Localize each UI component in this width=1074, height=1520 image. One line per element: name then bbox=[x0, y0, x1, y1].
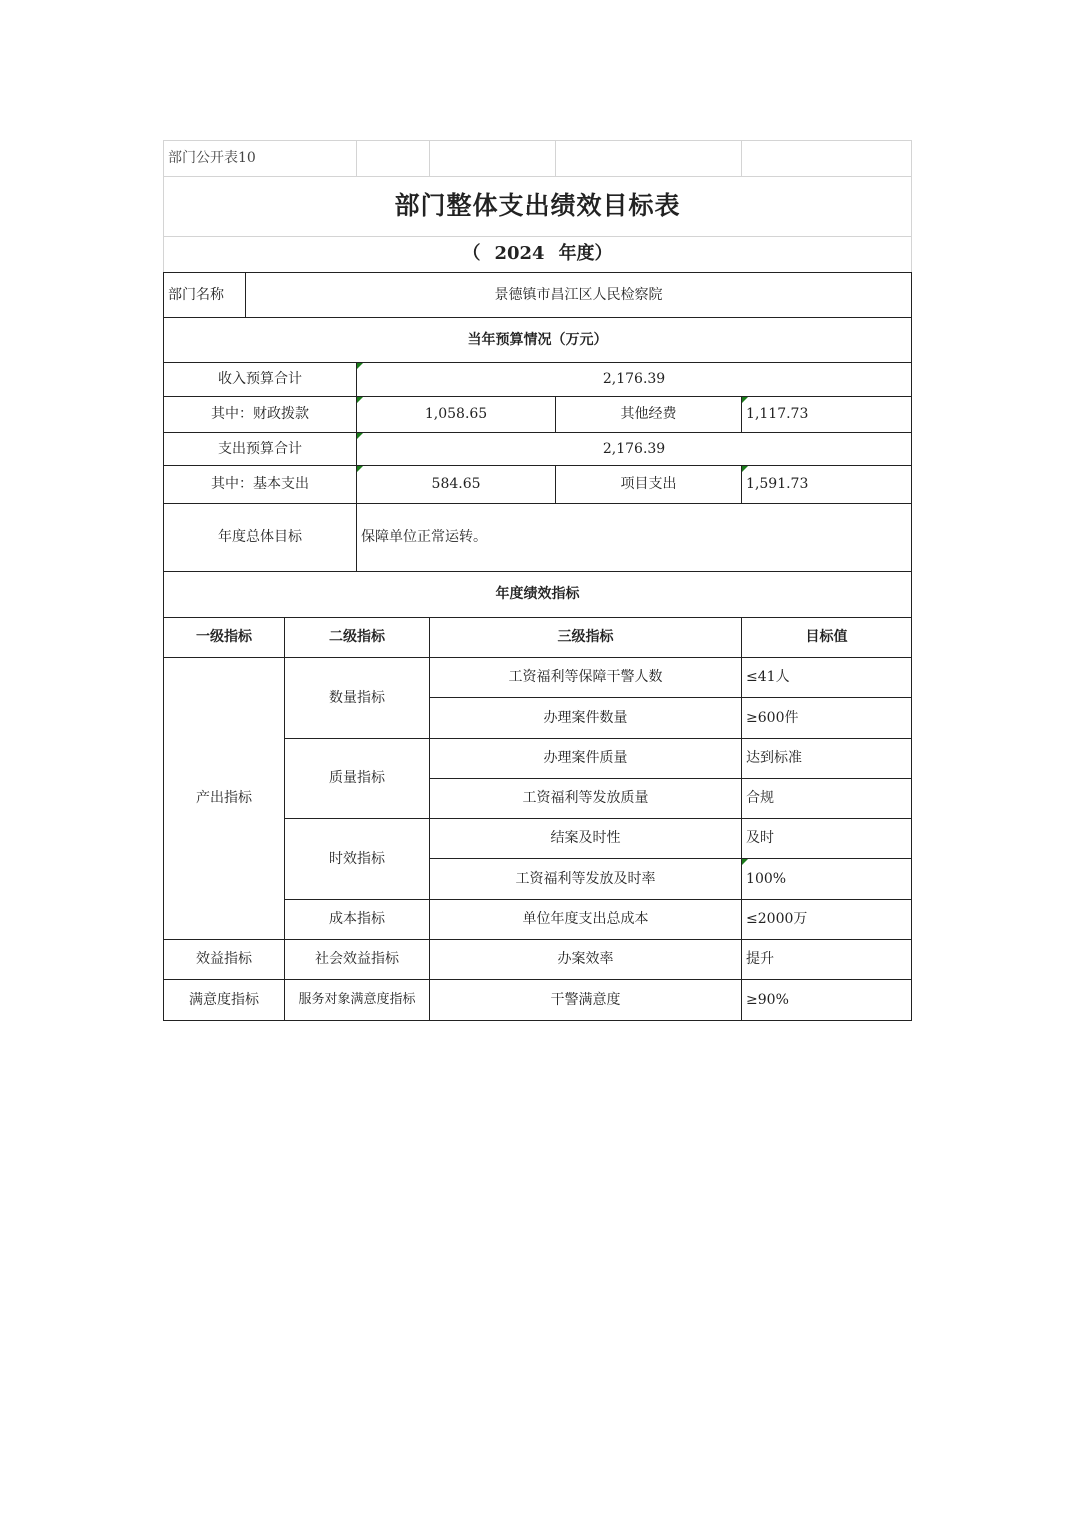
indicator-name: 工资福利等发放及时率 bbox=[430, 859, 742, 900]
cost-indicator: 成本指标 bbox=[285, 900, 430, 940]
dept-name: 景德镇市昌江区人民检察院 bbox=[246, 273, 912, 318]
indicator-value: 合规 bbox=[742, 779, 912, 819]
indicator-value: 达到标准 bbox=[742, 739, 912, 779]
satisfaction-indicator: 满意度指标 bbox=[164, 980, 285, 1021]
quality-indicator: 质量指标 bbox=[285, 739, 430, 819]
annual-goal-text: 保障单位正常运转。 bbox=[357, 504, 912, 572]
indicator-name: 办理案件数量 bbox=[430, 698, 742, 739]
performance-target-table bbox=[163, 140, 912, 1021]
table-row bbox=[164, 658, 912, 698]
project-expense-value: 1,591.73 bbox=[742, 466, 912, 504]
performance-target-sheet bbox=[163, 140, 911, 1021]
indicator-name: 工资福利等保障干警人数 bbox=[430, 658, 742, 698]
indicator-name: 单位年度支出总成本 bbox=[430, 900, 742, 940]
indicator-name: 办理案件质量 bbox=[430, 739, 742, 779]
empty-cell bbox=[430, 141, 556, 177]
year-value: 2024 bbox=[494, 243, 545, 265]
year-suffix: 年度） bbox=[558, 243, 613, 265]
budget-section-header: 当年预算情况（万元） bbox=[164, 318, 912, 363]
income-total-label: 收入预算合计 bbox=[164, 363, 357, 397]
benefit-indicator: 效益指标 bbox=[164, 940, 285, 980]
indicator-value: ≤2000万 bbox=[742, 900, 912, 940]
table-row bbox=[164, 940, 912, 980]
quantity-indicator: 数量指标 bbox=[285, 658, 430, 739]
other-funds-value: 1,117.73 bbox=[742, 397, 912, 433]
output-indicator: 产出指标 bbox=[164, 658, 285, 940]
dept-label: 部门名称 bbox=[164, 273, 246, 318]
indicator-value: ≥90% bbox=[742, 980, 912, 1021]
fiscal-appropriation-label: 其中：财政拨款 bbox=[164, 397, 357, 433]
social-benefit-indicator: 社会效益指标 bbox=[285, 940, 430, 980]
expense-total-value: 2,176.39 bbox=[357, 433, 912, 466]
header-level3: 三级指标 bbox=[430, 618, 742, 658]
indicator-name: 办案效率 bbox=[430, 940, 742, 980]
header-level2: 二级指标 bbox=[285, 618, 430, 658]
basic-expense-label: 其中：基本支出 bbox=[164, 466, 357, 504]
indicator-name: 结案及时性 bbox=[430, 819, 742, 859]
timeliness-indicator: 时效指标 bbox=[285, 819, 430, 900]
basic-expense-value: 584.65 bbox=[357, 466, 556, 504]
year-open: （ bbox=[462, 243, 481, 265]
other-funds-label: 其他经费 bbox=[556, 397, 742, 433]
indicator-value: 提升 bbox=[742, 940, 912, 980]
fiscal-appropriation-value: 1,058.65 bbox=[357, 397, 556, 433]
project-expense-label: 项目支出 bbox=[556, 466, 742, 504]
indicator-section-header: 年度绩效指标 bbox=[164, 572, 912, 618]
indicator-value: ≤41人 bbox=[742, 658, 912, 698]
table-number: 部门公开表10 bbox=[164, 141, 357, 177]
income-total-value: 2,176.39 bbox=[357, 363, 912, 397]
header-level1: 一级指标 bbox=[164, 618, 285, 658]
indicator-value: 及时 bbox=[742, 819, 912, 859]
expense-total-label: 支出预算合计 bbox=[164, 433, 357, 466]
fiscal-year bbox=[164, 237, 912, 273]
empty-cell bbox=[556, 141, 742, 177]
annual-goal-label: 年度总体目标 bbox=[164, 504, 357, 572]
empty-cell bbox=[742, 141, 912, 177]
page-title: 部门整体支出绩效目标表 bbox=[164, 177, 912, 237]
indicator-name: 工资福利等发放质量 bbox=[430, 779, 742, 819]
empty-cell bbox=[357, 141, 430, 177]
service-satisfaction-indicator: 服务对象满意度指标 bbox=[285, 980, 430, 1021]
header-target: 目标值 bbox=[742, 618, 912, 658]
indicator-value: ≥600件 bbox=[742, 698, 912, 739]
indicator-value: 100% bbox=[742, 859, 912, 900]
indicator-name: 干警满意度 bbox=[430, 980, 742, 1021]
table-row bbox=[164, 980, 912, 1021]
